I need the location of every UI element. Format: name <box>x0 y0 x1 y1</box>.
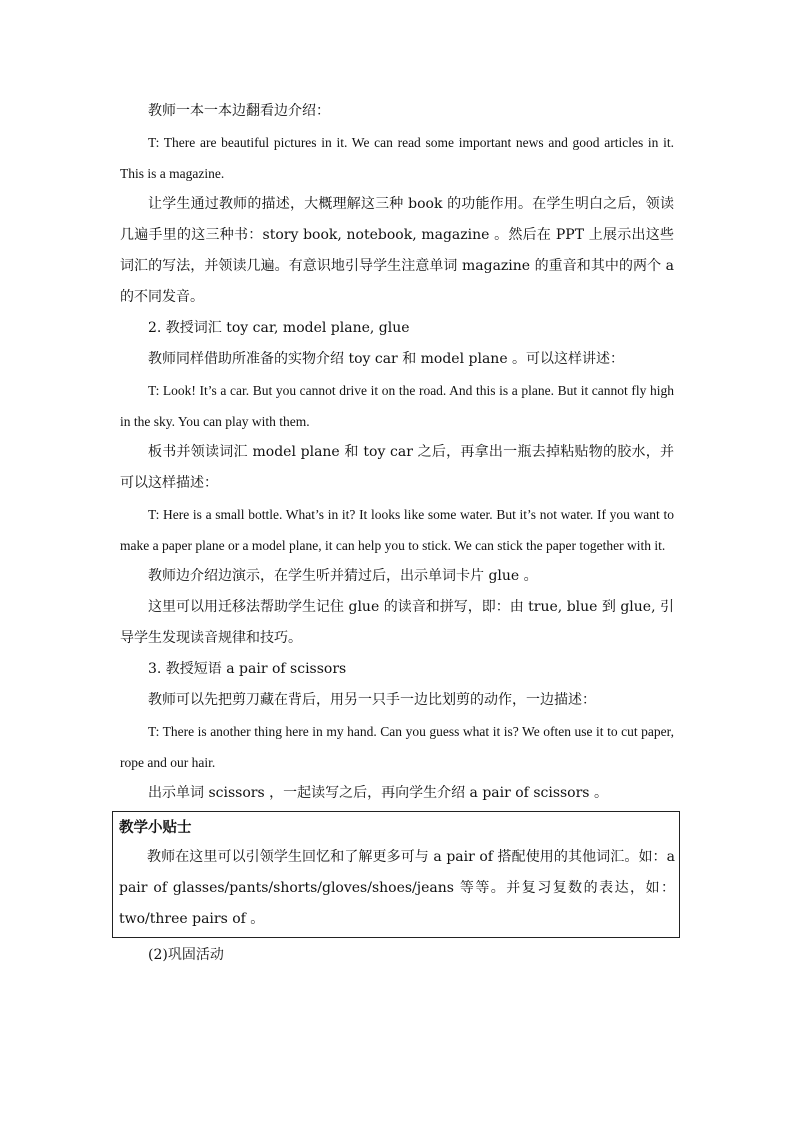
heading-phrase-3: 3. 教授短语 a pair of scissors <box>148 661 347 677</box>
dialogue-magazine: T: There are beautiful pictures in it. We can read some important news and good articles in it. This is a magazine. <box>120 135 674 181</box>
paragraph-three-books: 让学生通过教师的描述，大概理解这三种 book 的功能作用。在学生明白之后，领读几遍手里的这三种书：story book, notebook, magazine 。然后在 PPT 上展示出这些词汇的写法，并领读几遍。有意识地引导学生注意单词 magazine 的重音和其中的两个 a 的不同发音。 <box>120 196 674 305</box>
heading-consolidation: (2)巩固活动 <box>148 947 224 963</box>
paragraph-glue-transfer: 这里可以用迁移法帮助学生记住 glue 的读音和拼写，即：由 true, blue 到 glue, 引导学生发现读音规律和技巧。 <box>120 599 674 646</box>
document-body <box>120 96 674 971</box>
tip-title: 教学小贴士 <box>119 820 192 836</box>
tip-text: 教师在这里可以引领学生回忆和了解更多可与 a pair of 搭配使用的其他词汇。如：a pair of glasses/pants/shorts/gloves/shoes/jeans 等等。并复习复数的表达，如：two/three pairs of 。 <box>119 849 675 927</box>
paragraph-scissors-show: 出示单词 scissors ，一起读写之后，再向学生介绍 a pair of scissors 。 <box>148 785 608 801</box>
teaching-tip-box <box>112 811 680 938</box>
paragraph-glue-intro: 板书并领读词汇 model plane 和 toy car 之后，再拿出一瓶去掉粘贴物的胶水，并可以这样描述： <box>120 444 674 491</box>
paragraph-glue-card: 教师边介绍边演示，在学生听并猜过后，出示单词卡片 glue 。 <box>148 568 538 584</box>
dialogue-car-plane: T: Look! It’s a car. But you cannot drive it on the road. And this is a plane. But it cannot fly high in the sky. You can play with them. <box>120 383 674 429</box>
paragraph-intro-magazine: 教师一本一本边翻看边介绍： <box>148 103 330 119</box>
dialogue-glue: T: Here is a small bottle. What’s in it? It looks like some water. But it’s not water. If you want to make a paper plane or a model plane, it can help you to stick. We can stick the paper together with it. <box>120 507 674 553</box>
paragraph-toy-car-intro: 教师同样借助所准备的实物介绍 toy car 和 model plane 。可以这样讲述： <box>148 351 625 367</box>
dialogue-scissors: T: There is another thing here in my hand. Can you guess what it is? We often use it to cut paper, rope and our hair. <box>120 724 674 770</box>
heading-vocab-2: 2. 教授词汇 toy car, model plane, glue <box>148 320 410 336</box>
paragraph-scissors-intro: 教师可以先把剪刀藏在背后，用另一只手一边比划剪的动作，一边描述： <box>148 692 596 708</box>
